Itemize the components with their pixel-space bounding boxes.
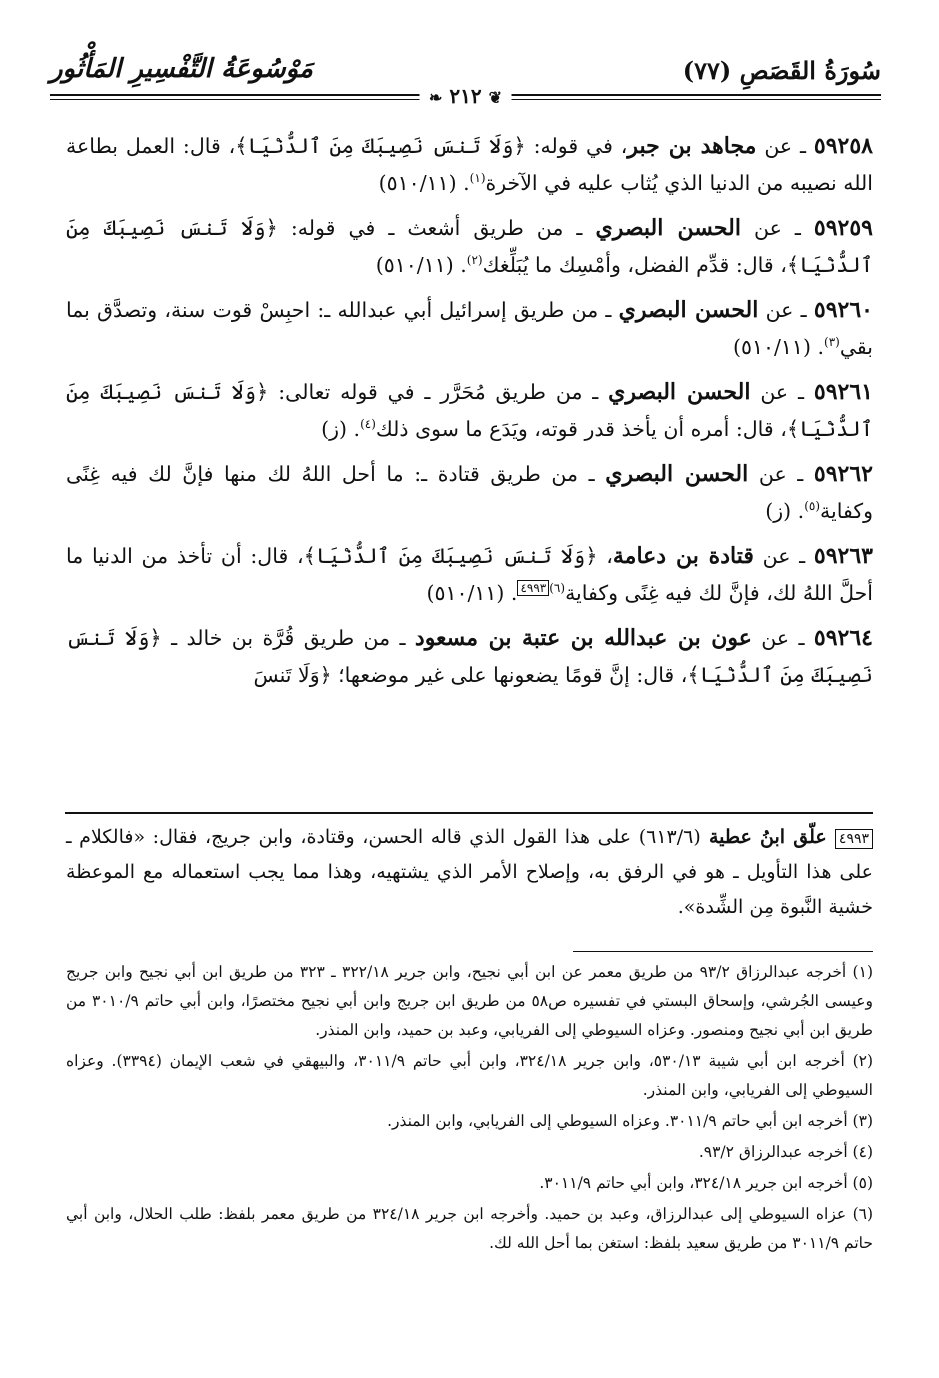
narration-number: ٥٩٢٦٠	[813, 297, 873, 323]
narration-number: ٥٩٢٦٣	[813, 543, 873, 569]
narrator-name: الحسن البصري	[595, 215, 741, 241]
volume-reference: (ز)	[321, 417, 348, 441]
narration-intro: ـ عن	[740, 216, 814, 240]
volume-reference: (٥١٠/١١)	[375, 253, 454, 277]
footnote-marker: (٤)	[360, 417, 376, 432]
narration-chain: ـ من طريق قتادة ـ: ما أحل اللهُ لك منها فإنَّ لك فيه غِنًى وكفاية	[66, 462, 873, 523]
narration-entry	[66, 456, 873, 530]
narration-tail: .	[504, 581, 518, 605]
commentary-number-box: ٤٩٩٣	[835, 829, 873, 849]
page-number: ٢١٢	[449, 84, 482, 108]
footnote-marker: (٦)	[549, 581, 566, 596]
narration-tail: ﴿وَلَا تَنسَ	[253, 663, 332, 687]
narration-number: ٥٩٢٦٢	[813, 461, 873, 487]
narration-entry	[66, 538, 873, 612]
footnotes	[66, 958, 873, 1260]
commentary-link-box: ٤٩٩٣	[517, 580, 549, 596]
quran-quote: ﴿وَلَا تَنسَ نَصِيبَكَ مِنَ ٱلدُّنْيَا﴾	[66, 626, 873, 687]
footnote-rule	[573, 951, 873, 952]
narration-entry	[66, 620, 873, 694]
narration-entry	[66, 374, 873, 448]
narration-chain: ـ من طريق قُرَّة بن خالد ـ	[161, 626, 415, 650]
quran-quote: ﴿وَلَا تَنسَ نَصِيبَكَ مِنَ ٱلدُّنْيَا﴾	[66, 380, 873, 441]
footnote-marker: (٥)	[804, 499, 821, 514]
narration-tail: .	[810, 335, 824, 359]
narration-chain: ـ من طريق أشعث ـ في قوله:	[277, 216, 596, 240]
narration-chain: ، في قوله:	[525, 134, 628, 158]
narrator-name: الحسن البصري	[608, 379, 751, 405]
narration-intro: ـ عن	[750, 380, 814, 404]
footnote: (٤) أخرجه عبدالرزاق ٩٣/٢.	[698, 1143, 873, 1161]
footnote-marker: (٣)	[824, 335, 840, 350]
commentary	[66, 820, 873, 925]
narration-entry	[66, 128, 873, 202]
ornament-icon: ❧	[429, 88, 443, 107]
quran-quote: ﴿وَلَا تَنسَ نَصِيبَكَ مِنَ ٱلدُّنْيَا﴾	[235, 134, 526, 158]
narration-chain: ـ من طريق إسرائيل أبي عبدالله ـ: احبِسْ قوت سنة، وتصدَّق بما بقي	[66, 298, 873, 359]
narration-number: ٥٩٢٥٨	[813, 133, 873, 159]
page-header	[50, 50, 881, 110]
narration-number: ٥٩٢٦١	[813, 379, 873, 405]
narration-text: ، قال: العمل بطاعة الله نصيبه من الدنيا الذي يُثاب عليه في الآخرة	[66, 134, 873, 195]
footnote: (٥) أخرجه ابن جرير ٣٢٤/١٨، وابن أبي حاتم ٣٠١١/٩.	[539, 1174, 873, 1192]
footnote: (١) أخرجه عبدالرزاق ٩٣/٢ من طريق معمر عن ابن أبي نجيح، وابن جرير ٣٢٢/١٨ ـ ٣٢٣ من طريق ابن أبي نجيح وابن جريج وعيسى الجُرشي، وإسحاق البستي في تفسيره ص٥٨ من طريق ابن جريج وابن أبي نجيح مختصرًا، وابن أبي حاتم ٣٠١٠/٩ من طريق ابن أبي نجيح ومنصور. وعزاه السيوطي إلى الفريابي، وعبد بن حميد، وابن المنذر.	[66, 963, 874, 1039]
narration-tail: .	[791, 499, 805, 523]
narration-chain: ،	[597, 544, 613, 568]
footnote: (٦) عزاه السيوطي إلى عبدالرزاق، وعبد بن حميد. وأخرجه ابن جرير ٣٢٤/١٨ من طريق معمر بلفظ: طلب الحلال، وابن أبي حاتم ٣٠١١/٩ من طريق سعيد بلفظ: استغن بما أحل الله لك.	[66, 1205, 874, 1252]
surah-title: سُورَةُ القَصَصِ (٧٧)	[682, 56, 881, 85]
narration-text: ، قال: أن تأخذ من الدنيا ما أحلَّ اللهُ لك، فإنَّ لك فيه غِنًى وكفاية	[66, 544, 873, 605]
ornament-icon: ❦	[488, 88, 502, 107]
commentary-lead: علّق ابنُ عطية	[700, 826, 835, 848]
narration-intro: ـ عن	[751, 626, 814, 650]
narration-text: ، قال: أمره أن يأخذ قدر قوته، ويَدَع ما سوى ذلك	[375, 417, 787, 441]
commentary-ref: (٦١٣/٦)	[638, 826, 701, 848]
narration-text: ، قال: قدِّم الفضل، وأمْسِك ما يُبَلِّغك	[482, 253, 787, 277]
narration-tail: .	[456, 171, 470, 195]
volume-reference: (٥١٠/١١)	[426, 581, 505, 605]
narration-intro: ـ عن	[756, 134, 814, 158]
volume-reference: (ز)	[765, 499, 792, 523]
narration-intro: ـ عن	[748, 462, 814, 486]
quran-quote: ﴿وَلَا تَنسَ نَصِيبَكَ مِنَ ٱلدُّنْيَا﴾	[66, 216, 873, 277]
narration-text: ، قال: إنَّ قومًا يضعونها على غير موضعها؛	[331, 663, 688, 687]
narrator-name: الحسن البصري	[605, 461, 749, 487]
narrator-name: الحسن البصري	[618, 297, 759, 323]
narrator-name: مجاهد بن جبر	[627, 133, 757, 159]
footnote-marker: (١)	[469, 171, 486, 186]
footnote: (٣) أخرجه ابن أبي حاتم ٣٠١١/٩. وعزاه السيوطي إلى الفريابي، وابن المنذر.	[387, 1112, 873, 1130]
narration-entry	[66, 292, 873, 366]
quran-quote: ﴿وَلَا تَنسَ نَصِيبَكَ مِنَ ٱلدُّنْيَا﴾	[303, 544, 598, 568]
narrator-name: قتادة بن دعامة	[612, 543, 754, 569]
commentary-rule	[65, 812, 873, 814]
narration-chain: ـ من طريق مُحَرَّر ـ في قوله تعالى:	[268, 380, 609, 404]
narration-number: ٥٩٢٦٤	[813, 625, 873, 651]
narrations	[66, 128, 873, 702]
narrator-name: عون بن عبدالله بن عتبة بن مسعود	[414, 625, 752, 651]
volume-reference: (٥١٠/١١)	[732, 335, 811, 359]
narration-entry	[66, 210, 873, 284]
footnote-marker: (٢)	[466, 253, 483, 268]
narration-tail: .	[347, 417, 361, 441]
book-title: مَوْسُوعَةُ التَّفْسِيرِ المَأْثُور	[50, 54, 313, 84]
narration-intro: ـ عن	[753, 544, 814, 568]
volume-reference: (٥١٠/١١)	[378, 171, 457, 195]
footnote: (٢) أخرجه ابن أبي شيبة ٥٣٠/١٣، وابن جرير ٣٢٤/١٨، وابن أبي حاتم ٣٠١١/٩، والبيهقي في شعب الإيمان (٣٣٩٤). وعزاه السيوطي إلى الفريابي، وابن المنذر.	[66, 1052, 874, 1099]
narration-tail: .	[453, 253, 467, 277]
commentary-text: على هذا القول الذي قاله الحسن، وقتادة، وابن جريج، فقال: «فالكلام ـ على هذا التأويل ـ هو في الرفق به، وإصلاح الأمر الذي يشتهيه، وهذا مما يجب استعماله مع الموعظة خشية النَّبوة مِن الشِّدة».	[66, 826, 873, 918]
narration-number: ٥٩٢٥٩	[813, 215, 873, 241]
page-number-box	[419, 84, 512, 108]
narration-intro: ـ عن	[758, 298, 814, 322]
